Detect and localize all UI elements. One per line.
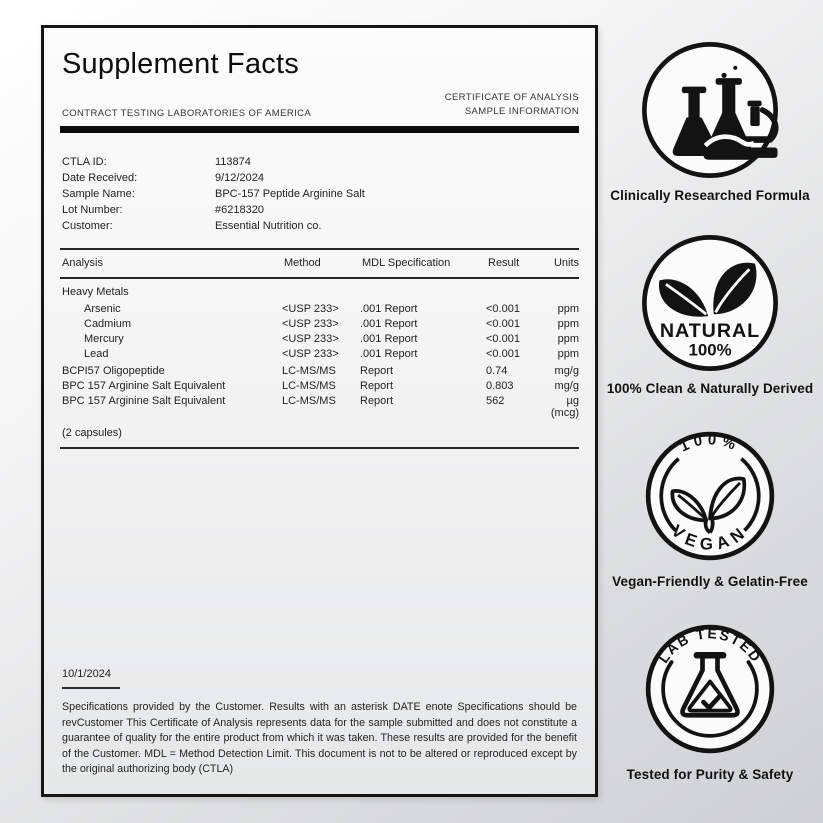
- cell-units: µg (mcg): [550, 395, 579, 419]
- disclaimer-text: Specifications provided by the Customer. Results with an asterisk DATE enote Specifications should be revCustomer This Certificate of Analysis represents data for the sample submitted and does not constitute a guarantee of quality for the entire product from which it was taken. These results are provided for the benefit of the Customer. MDL = Method Detection Limit. This document is not to be altered or reproduced except by the original authorizing body (CTLA): [62, 701, 577, 776]
- cell-result: 0.74: [486, 365, 508, 377]
- table-row: [60, 331, 579, 346]
- cell-method: <USP 233>: [282, 317, 339, 330]
- field-label: Customer:: [62, 220, 113, 232]
- field-value: BPC-157 Peptide Arginine Salt: [215, 188, 365, 200]
- cell-method: <USP 233>: [282, 302, 339, 315]
- table-row: [60, 301, 579, 316]
- lab-name: CONTRACT TESTING LABORATORIES OF AMERICA: [62, 108, 312, 119]
- cell-analysis: Cadmium: [84, 317, 132, 330]
- field-row-lot-number: [62, 202, 579, 218]
- table-row: [60, 316, 579, 331]
- certificate-heading-block: [445, 91, 579, 119]
- vegan-text: VEGAN: [667, 520, 753, 554]
- page-title: Supplement Facts: [62, 48, 299, 80]
- table-group-heavy-metals: Heavy Metals: [62, 286, 129, 298]
- cell-mdl: Report: [360, 380, 394, 392]
- cell-method: <USP 233>: [282, 347, 339, 360]
- cell-units: ppm: [557, 302, 579, 315]
- column-header-method: Method: [284, 257, 321, 269]
- cell-units: ppm: [557, 347, 579, 360]
- blank-space: [60, 449, 579, 669]
- column-header-analysis: Analysis: [62, 257, 103, 269]
- badge-lab-tested: [604, 614, 816, 784]
- natural-text: NATURAL: [659, 319, 761, 342]
- cell-analysis: Arsenic: [84, 302, 121, 315]
- badge-label: Vegan-Friendly & Gelatin-Free: [612, 574, 808, 589]
- column-header-result: Result: [488, 257, 520, 269]
- field-row-sample-name: [62, 186, 579, 202]
- cell-units: mg/g: [554, 380, 579, 392]
- badge-label: Clinically Researched Formula: [610, 188, 810, 203]
- field-value: 113874: [215, 156, 251, 168]
- column-header-mdl-specification: MDL Specification: [362, 257, 451, 269]
- date-underline: [62, 687, 120, 689]
- badge-vegan: [604, 421, 816, 591]
- cell-analysis: BPC 157 Arginine Salt Equivalent: [62, 380, 226, 392]
- cell-analysis: Lead: [84, 347, 109, 360]
- field-row-date-received: [62, 170, 579, 186]
- table-row: [60, 361, 579, 379]
- badge-column: [604, 25, 816, 807]
- analysis-table: [60, 248, 579, 449]
- header-divider-bar: [60, 126, 579, 133]
- cell-analysis: BPC 157 Arginine Salt Equivalent: [62, 395, 226, 407]
- cell-mdl: .001 Report: [360, 302, 418, 315]
- field-label: Date Received:: [62, 172, 138, 184]
- badge-clinically-researched: [604, 35, 816, 205]
- cell-result: <0.001: [486, 317, 520, 330]
- badge-label: Tested for Purity & Safety: [626, 767, 794, 782]
- table-row: [60, 379, 579, 394]
- cell-method: LC-MS/MS: [282, 380, 336, 392]
- cell-mdl: Report: [360, 395, 394, 407]
- field-label: Sample Name:: [62, 188, 135, 200]
- vegan-seal-icon: [635, 421, 785, 571]
- sample-information-heading: SAMPLE INFORMATION: [464, 106, 579, 117]
- cell-result: <0.001: [486, 332, 520, 345]
- cell-units: mg/g: [554, 365, 579, 377]
- cell-mdl: Report: [360, 365, 394, 377]
- table-footnote: (2 capsules): [62, 426, 122, 439]
- sample-fields: [62, 154, 579, 234]
- lab-tested-flask-icon: [635, 614, 785, 764]
- cell-method: LC-MS/MS: [282, 365, 336, 377]
- cell-analysis: BCPI57 Oligopeptide: [62, 365, 165, 377]
- cell-result: <0.001: [486, 347, 520, 360]
- field-value: 9/12/2024: [215, 172, 264, 184]
- field-value: Essential Nutrition co.: [215, 220, 322, 232]
- cell-mdl: .001 Report: [360, 317, 418, 330]
- field-row-customer: [62, 218, 579, 234]
- cell-result: 562: [486, 395, 505, 407]
- cell-mdl: .001 Report: [360, 347, 418, 360]
- cell-result: 0.803: [486, 380, 514, 392]
- table-row: [60, 394, 579, 421]
- badge-label: 100% Clean & Naturally Derived: [606, 381, 814, 396]
- field-value: #6218320: [215, 204, 264, 216]
- document-subheader: [60, 91, 579, 119]
- cell-units: ppm: [557, 332, 579, 345]
- column-header-units: Units: [553, 257, 579, 269]
- cell-units: ppm: [557, 317, 579, 330]
- document-footer: [60, 668, 579, 778]
- certificate-of-analysis-document: [41, 25, 598, 797]
- report-date: 10/1/2024: [62, 668, 111, 681]
- field-label: Lot Number:: [62, 204, 123, 216]
- lab-tested-text: LAB TESTED: [655, 625, 765, 666]
- cell-method: <USP 233>: [282, 332, 339, 345]
- certificate-heading: CERTIFICATE OF ANALYSIS: [444, 92, 579, 103]
- table-row: [60, 346, 579, 361]
- cell-mdl: .001 Report: [360, 332, 418, 345]
- badge-natural-100: [604, 228, 816, 398]
- table-header-row: [60, 250, 579, 277]
- cell-result: <0.001: [486, 302, 520, 315]
- natural-100-text: 100%: [688, 340, 732, 360]
- field-label: CTLA ID:: [62, 156, 107, 168]
- vegan-100-text: 100%: [677, 431, 743, 456]
- field-row-ctla-id: [62, 154, 579, 170]
- lab-flasks-icon: [635, 35, 785, 185]
- cell-analysis: Mercury: [84, 332, 124, 345]
- cell-method: LC-MS/MS: [282, 395, 336, 407]
- natural-leaves-icon: [635, 228, 785, 378]
